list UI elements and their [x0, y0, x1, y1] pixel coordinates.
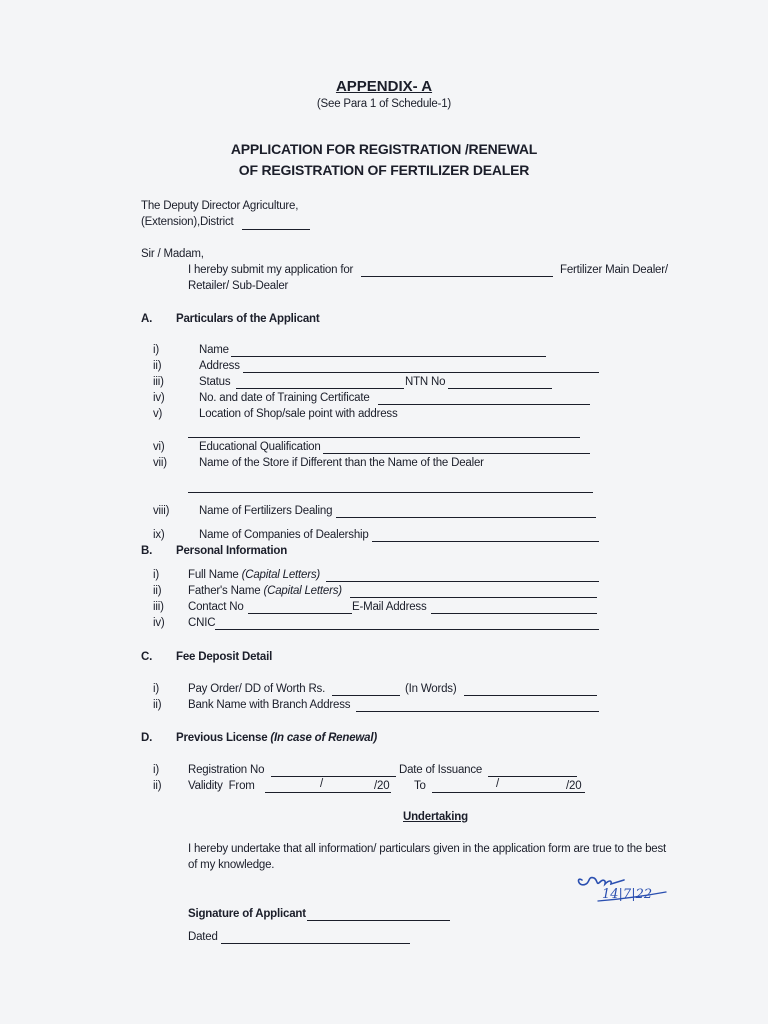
undertaking-line1: I hereby undertake that all information/ particulars given in the application form are true to the best	[188, 843, 667, 855]
a-status-line	[236, 388, 404, 389]
b-cnic-label: CNIC	[188, 617, 216, 629]
section-d-letter: D.	[141, 732, 153, 744]
c-item-num: i)	[153, 683, 159, 695]
section-c-letter: C.	[141, 651, 153, 663]
b-cnic-line	[215, 629, 599, 630]
section-b-letter: B.	[141, 545, 153, 557]
c-bank-label: Bank Name with Branch Address	[188, 699, 351, 711]
b-item-num: i)	[153, 569, 159, 581]
a-address-line	[243, 372, 599, 373]
b-item-num: iii)	[153, 601, 164, 613]
c-bank-line	[356, 711, 599, 712]
a-companies-line	[372, 541, 599, 542]
a-item-num: vii)	[153, 457, 167, 469]
section-c-title: Fee Deposit Detail	[176, 651, 273, 663]
a-store-line	[188, 492, 593, 493]
a-status-label: Status	[199, 376, 231, 388]
signature-label: Signature of Applicant	[188, 908, 306, 920]
d-to-line	[432, 792, 585, 793]
b-item-num: ii)	[153, 585, 162, 597]
form-heading-line2: OF REGISTRATION OF FERTILIZER DEALER	[238, 162, 530, 178]
d-to-year: /20	[566, 780, 582, 792]
undertaking-line2: of my knowledge.	[188, 859, 275, 871]
c-payorder-label: Pay Order/ DD of Worth Rs.	[188, 683, 326, 695]
d-from-year: /20	[374, 780, 390, 792]
a-name-line	[231, 356, 546, 357]
c-item-num: ii)	[153, 699, 162, 711]
handwritten-signature	[572, 866, 672, 906]
section-b-title: Personal Information	[176, 545, 288, 557]
d-from-line	[265, 792, 391, 793]
a-location-line	[188, 437, 580, 438]
b-contact-line	[248, 613, 352, 614]
dated-label: Dated	[188, 931, 218, 943]
b-contact-label: Contact No	[188, 601, 244, 613]
a-item-num: vi)	[153, 441, 165, 453]
a-item-num: i)	[153, 344, 159, 356]
b-fullname-line	[326, 581, 599, 582]
section-a-letter: A.	[141, 313, 153, 325]
a-ntn-label: NTN No	[405, 376, 446, 388]
d-to-slash: /	[496, 778, 499, 790]
a-ntn-line	[448, 388, 552, 389]
a-item-num: iv)	[153, 392, 165, 404]
a-name-label: Name	[199, 344, 229, 356]
undertaking-title: Undertaking	[403, 811, 468, 823]
d-issuance-label: Date of Issuance	[399, 764, 483, 776]
d-issuance-line	[488, 776, 577, 777]
addressee-line1: The Deputy Director Agriculture,	[141, 200, 299, 212]
c-words-line	[464, 695, 597, 696]
d-registration-label: Registration No	[188, 764, 265, 776]
a-education-line	[323, 453, 590, 454]
appendix-title: APPENDIX- A	[335, 78, 433, 95]
section-d-title: Previous License (In case of Renewal)	[176, 732, 377, 744]
d-item-num: ii)	[153, 780, 162, 792]
a-store-label: Name of the Store if Different than the Name of the Dealer	[199, 457, 484, 469]
b-father-label: Father's Name (Capital Letters)	[188, 585, 342, 597]
form-heading-line1: APPLICATION FOR REGISTRATION /RENEWAL	[230, 141, 538, 157]
appendix-subtitle: (See Para 1 of Schedule-1)	[316, 98, 452, 110]
a-fertilizers-line	[336, 517, 596, 518]
b-email-line	[431, 613, 597, 614]
section-a-title: Particulars of the Applicant	[176, 313, 320, 325]
addressee-line2: (Extension),District	[141, 216, 234, 228]
a-item-num: viii)	[153, 505, 170, 517]
a-item-num: v)	[153, 408, 163, 420]
a-location-label: Location of Shop/sale point with address	[199, 408, 398, 420]
b-item-num: iv)	[153, 617, 165, 629]
intro-line2: Retailer/ Sub-Dealer	[188, 280, 289, 292]
d-validity-label: Validity From	[188, 780, 255, 792]
b-fullname-label: Full Name (Capital Letters)	[188, 569, 321, 581]
d-to-label: To	[414, 780, 426, 792]
d-registration-line	[271, 776, 396, 777]
intro-suffix: Fertilizer Main Dealer/	[560, 264, 668, 276]
intro-text: I hereby submit my application for	[188, 264, 354, 276]
c-amount-line	[332, 695, 400, 696]
a-address-label: Address	[199, 360, 240, 372]
a-item-num: iii)	[153, 376, 164, 388]
b-email-label: E-Mail Address	[352, 601, 427, 613]
c-words-label: (In Words)	[405, 683, 457, 695]
handwritten-date: 14|7|22	[602, 887, 653, 902]
a-companies-label: Name of Companies of Dealership	[199, 529, 369, 541]
a-item-num: ix)	[153, 529, 165, 541]
dated-line	[221, 943, 410, 944]
a-item-num: ii)	[153, 360, 162, 372]
b-father-line	[350, 597, 597, 598]
d-from-slash: /	[320, 778, 323, 790]
dealer-type-line	[361, 276, 553, 277]
salutation: Sir / Madam,	[141, 248, 204, 260]
a-education-label: Educational Qualification	[199, 441, 321, 453]
a-fertilizers-label: Name of Fertilizers Dealing	[199, 505, 333, 517]
a-training-line	[378, 404, 590, 405]
signature-line	[307, 920, 450, 921]
district-line	[242, 229, 310, 230]
a-training-label: No. and date of Training Certificate	[199, 392, 370, 404]
d-item-num: i)	[153, 764, 159, 776]
